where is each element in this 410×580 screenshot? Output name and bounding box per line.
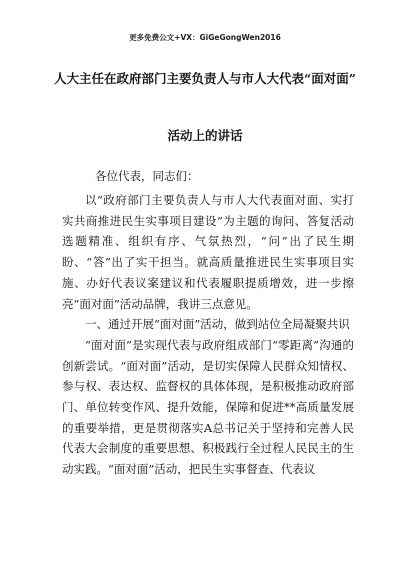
greeting: 各位代表，同志们： xyxy=(95,169,199,183)
document-title-line1: 人大主任在政府部门主要负责人与市人大代表“面对面” xyxy=(54,71,356,86)
body-text xyxy=(62,190,354,480)
section-heading: 一、通过开展“面对面”活动，做到站位全局凝聚共识 xyxy=(85,317,350,332)
paragraph: “面对面”是实现代表与政府组成部门“零距离”沟通的创新尝试。“面对面”活动，是切实保障人民群众知情权、参与权、表达权、监督权的具体体现，是积极推动政府部门、单位转变作风、提升效能，保障和促进**高质量发展的重要举措，更是贯彻落实A总书记关于坚持和完善人民代表大会制度的重要思想、积极践行全过程人民民主的生动实践。“面对面”活动，把民生实事督查、代表议 xyxy=(62,337,354,477)
document-title-line2: 活动上的讲话 xyxy=(167,128,243,143)
page-header-note: 更多免费公文+VX：GiGeGongWen2016 xyxy=(129,33,281,42)
paragraph: 以“政府部门主要负责人与市人大代表面对面、实打实共商推进民生实事项目建设”为主题的询问、答复活动选题精准、组织有序、气氛热烈，“问”出了民生期盼、“答”出了实干担当。就高质量推进民生实事项目实施、办好代表议案建议和代表履职提质增效，进一步擦亮“面对面”活动品牌，我讲三点意见。 xyxy=(62,193,354,311)
